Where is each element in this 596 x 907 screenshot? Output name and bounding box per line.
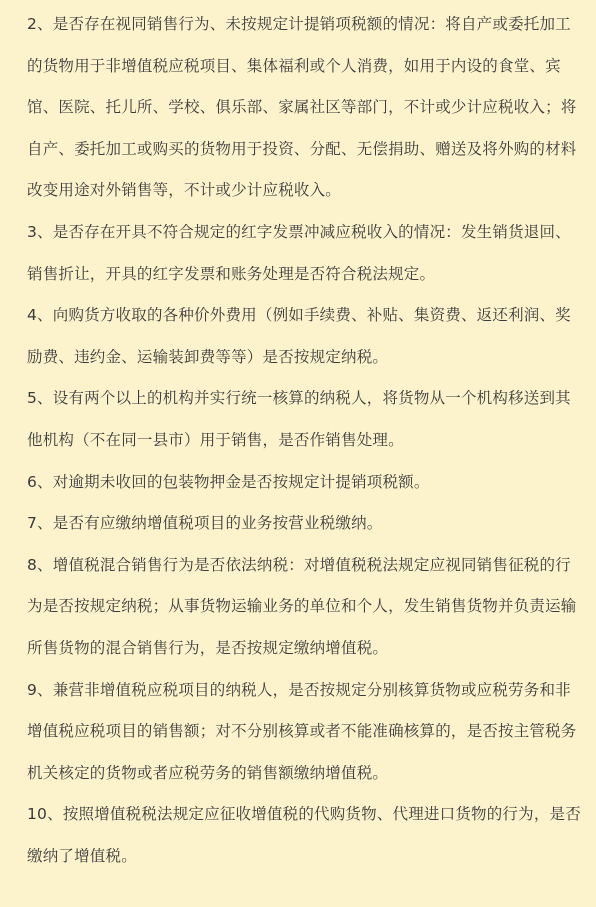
paragraph-item-9: 9、兼营非增值税应税项目的纳税人，是否按规定分别核算货物或应税劳务和非增值税应税项目的销售额；对不分别核算或者不能准确核算的，是否按主管税务机关核定的货物或者应税劳务的销售额缴纳增值税。 [27,680,577,782]
paragraph-item-5: 5、设有两个以上的机构并实行统一核算的纳税人，将货物从一个机构移送到其他机构（不在同一县市）用于销售，是否作销售处理。 [27,389,571,449]
paragraph-item-6: 6、对逾期未收回的包装物押金是否按规定计提销项税额。 [27,472,430,491]
paragraph-item-8: 8、增值税混合销售行为是否依法纳税：对增值税税法规定应视同销售征税的行为是否按规定纳税；从事货物运输业务的单位和个人，发生销售货物并负责运输所售货物的混合销售行为，是否按规定缴纳增值税。 [27,555,577,657]
paragraph-item-3: 3、是否存在开具不符合规定的红字发票冲减应税收入的情况：发生销货退回、销售折让，开具的红字发票和账务处理是否符合税法规定。 [27,222,571,283]
paragraph-item-4: 4、向购货方收取的各种价外费用（例如手续费、补贴、集资费、返还利润、奖励费、违约金、运输装卸费等等）是否按规定纳税。 [27,306,571,366]
paragraph-item-7: 7、是否有应缴纳增值税项目的业务按营业税缴纳。 [27,514,383,533]
paragraph-item-10: 10、按照增值税税法规定应征收增值税的代购货物、代理进口货物的行为，是否缴纳了增值税。 [27,805,581,865]
paragraph-item-2: 2、是否存在视同销售行为、未按规定计提销项税额的情况：将自产或委托加工的货物用于非增值税应税项目、集体福利或个人消费，如用于内设的食堂、宾馆、医院、托儿所、学校、俱乐部、家属社区等部门，不计或少计应税收入；将自产、委托加工或购买的货物用于投资、分配、无偿捐助、赠送及将外购的材料改变用途对外销售等，不计或少计应税收入。 [27,15,577,200]
